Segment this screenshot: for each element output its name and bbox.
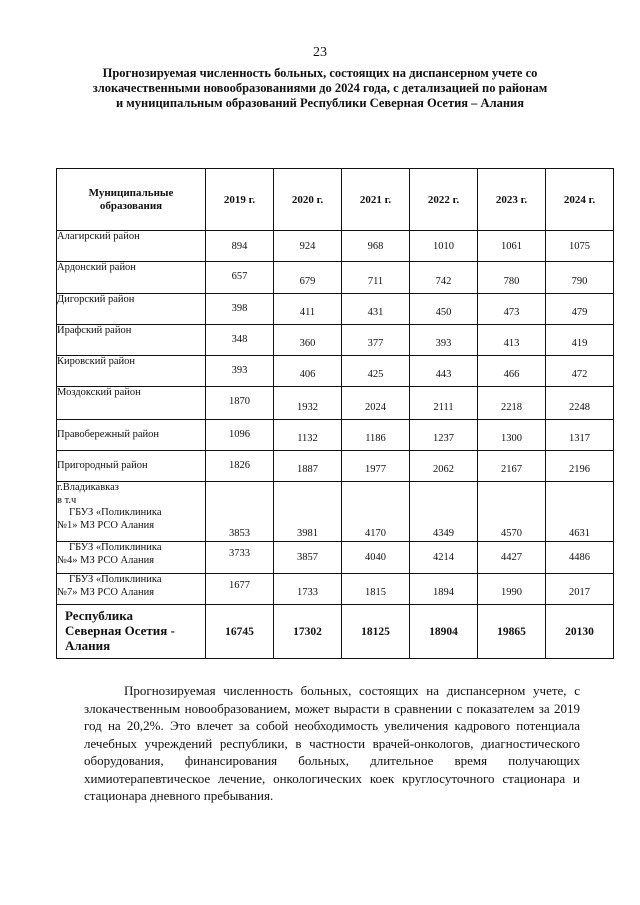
- cell-value: 4427: [478, 542, 546, 574]
- table-row: [57, 231, 614, 262]
- table-row: [57, 294, 614, 325]
- row-name-line: ГБУЗ «Поликлиника: [69, 542, 162, 553]
- cell-value: 1300: [478, 420, 546, 451]
- header-year: 2022 г.: [410, 169, 478, 231]
- row-name: Ардонский район: [57, 262, 206, 294]
- cell-value: 657: [206, 262, 274, 294]
- cell-value: 1826: [206, 451, 274, 482]
- row-name: [57, 574, 206, 605]
- cell-value: 2024: [342, 387, 410, 420]
- cell-value: 3981: [274, 482, 342, 542]
- title-line: Прогнозируемая численность больных, состоящих на диспансерном учете со: [102, 66, 538, 80]
- row-name: Моздокский район: [57, 387, 206, 420]
- cell-value: 894: [206, 231, 274, 262]
- cell-value: 472: [546, 356, 614, 387]
- cell-value: 450: [410, 294, 478, 325]
- cell-value: 1990: [478, 574, 546, 605]
- cell-value: 360: [274, 325, 342, 356]
- cell-value: 1932: [274, 387, 342, 420]
- total-value: 18125: [342, 605, 410, 659]
- cell-value: 2017: [546, 574, 614, 605]
- cell-value: 377: [342, 325, 410, 356]
- table-total-row: [57, 605, 614, 659]
- cell-value: 1815: [342, 574, 410, 605]
- table-row: [57, 262, 614, 294]
- cell-value: 790: [546, 262, 614, 294]
- cell-value: 924: [274, 231, 342, 262]
- row-name: Пригородный район: [57, 451, 206, 482]
- row-name-line: №1» МЗ РСО Алания: [57, 519, 155, 531]
- row-name: Кировский район: [57, 356, 206, 387]
- cell-value: 398: [206, 294, 274, 325]
- cell-value: 4214: [410, 542, 478, 574]
- row-name-line: ГБУЗ «Поликлиника: [69, 507, 162, 518]
- cell-value: 3857: [274, 542, 342, 574]
- cell-value: 711: [342, 262, 410, 294]
- table-row: [57, 574, 614, 605]
- cell-value: 4486: [546, 542, 614, 574]
- table-row: [57, 542, 614, 574]
- row-name: [57, 482, 206, 542]
- page-number: 23: [313, 45, 327, 60]
- title-line: и муниципальным образований Республики Северная Осетия – Алания: [115, 96, 525, 110]
- row-name-line: №7» МЗ РСО Алания: [57, 586, 155, 598]
- cell-value: 4170: [342, 482, 410, 542]
- cell-value: 348: [206, 325, 274, 356]
- row-name: Дигорский район: [57, 294, 206, 325]
- cell-value: 968: [342, 231, 410, 262]
- row-name: Алагирский район: [57, 231, 206, 262]
- table-header-row: [57, 169, 614, 231]
- cell-value: 1061: [478, 231, 546, 262]
- cell-value: 1870: [206, 387, 274, 420]
- cell-value: 2167: [478, 451, 546, 482]
- cell-value: 742: [410, 262, 478, 294]
- total-value: 17302: [274, 605, 342, 659]
- cell-value: 413: [478, 325, 546, 356]
- header-year: 2019 г.: [206, 169, 274, 231]
- cell-value: 411: [274, 294, 342, 325]
- cell-value: 431: [342, 294, 410, 325]
- total-value: 19865: [478, 605, 546, 659]
- cell-value: 2196: [546, 451, 614, 482]
- table-row: [57, 420, 614, 451]
- row-name: Правобережный район: [57, 420, 206, 451]
- row-name: [57, 542, 206, 574]
- total-name-line: Алания: [65, 638, 111, 653]
- document-title: [60, 66, 580, 111]
- row-name-line: ГБУЗ «Поликлиника: [69, 574, 162, 585]
- total-value: 18904: [410, 605, 478, 659]
- cell-value: 473: [478, 294, 546, 325]
- cell-value: 1237: [410, 420, 478, 451]
- forecast-table: [56, 168, 614, 659]
- cell-value: 466: [478, 356, 546, 387]
- paragraph-text: Прогнозируемая численность больных, состоящих на диспансерном учете, с злокачественным новообразованием, может вырасти в сравнении с показателем за 2019 год на 20,2%. Это влечет за собой необходимость увеличения кадрового потенциала лечебных учреждений республики, в частности врачей-онкологов, диагностического оборудования, финансирования больных, длительное время получающих химиотерапевтическое лечение, онкологических коек круглосуточного стационара и стационара дневного пребывания.: [84, 683, 580, 803]
- cell-value: 4040: [342, 542, 410, 574]
- cell-value: 2062: [410, 451, 478, 482]
- body-paragraph: [84, 682, 580, 805]
- header-year: 2020 г.: [274, 169, 342, 231]
- cell-value: 2248: [546, 387, 614, 420]
- header-year: 2024 г.: [546, 169, 614, 231]
- row-name-line: №4» МЗ РСО Алания: [57, 554, 155, 566]
- cell-value: 1317: [546, 420, 614, 451]
- cell-value: 425: [342, 356, 410, 387]
- cell-value: 443: [410, 356, 478, 387]
- cell-value: 679: [274, 262, 342, 294]
- cell-value: 2111: [410, 387, 478, 420]
- row-name-line: г.Владикавказ: [57, 482, 119, 493]
- cell-value: 1733: [274, 574, 342, 605]
- row-name: Ирафский район: [57, 325, 206, 356]
- total-name: [57, 605, 206, 659]
- table-row: [57, 387, 614, 420]
- cell-value: 3733: [206, 542, 274, 574]
- cell-value: 393: [410, 325, 478, 356]
- cell-value: 1186: [342, 420, 410, 451]
- title-line: злокачественными новообразованиями до 2024 года, с детализацией по районам: [92, 81, 548, 95]
- total-value: 20130: [546, 605, 614, 659]
- cell-value: 1887: [274, 451, 342, 482]
- cell-value: 1977: [342, 451, 410, 482]
- header-year: 2023 г.: [478, 169, 546, 231]
- total-value: 16745: [206, 605, 274, 659]
- cell-value: 393: [206, 356, 274, 387]
- cell-value: 419: [546, 325, 614, 356]
- header-year: 2021 г.: [342, 169, 410, 231]
- table-row: [57, 451, 614, 482]
- total-name-line: Северная Осетия -: [65, 623, 175, 638]
- cell-value: 1096: [206, 420, 274, 451]
- header-municipality: Муниципальные образования: [57, 169, 206, 231]
- cell-value: 3853: [206, 482, 274, 542]
- cell-value: 479: [546, 294, 614, 325]
- cell-value: 1894: [410, 574, 478, 605]
- cell-value: 1010: [410, 231, 478, 262]
- table-row: [57, 356, 614, 387]
- cell-value: 1677: [206, 574, 274, 605]
- cell-value: 1132: [274, 420, 342, 451]
- cell-value: 2218: [478, 387, 546, 420]
- cell-value: 4631: [546, 482, 614, 542]
- cell-value: 1075: [546, 231, 614, 262]
- total-name-line: Республика: [65, 608, 134, 623]
- table-row: [57, 325, 614, 356]
- cell-value: 4570: [478, 482, 546, 542]
- row-name-line: в т.ч: [57, 494, 77, 506]
- cell-value: 780: [478, 262, 546, 294]
- cell-value: 406: [274, 356, 342, 387]
- cell-value: 4349: [410, 482, 478, 542]
- table-row: [57, 482, 614, 542]
